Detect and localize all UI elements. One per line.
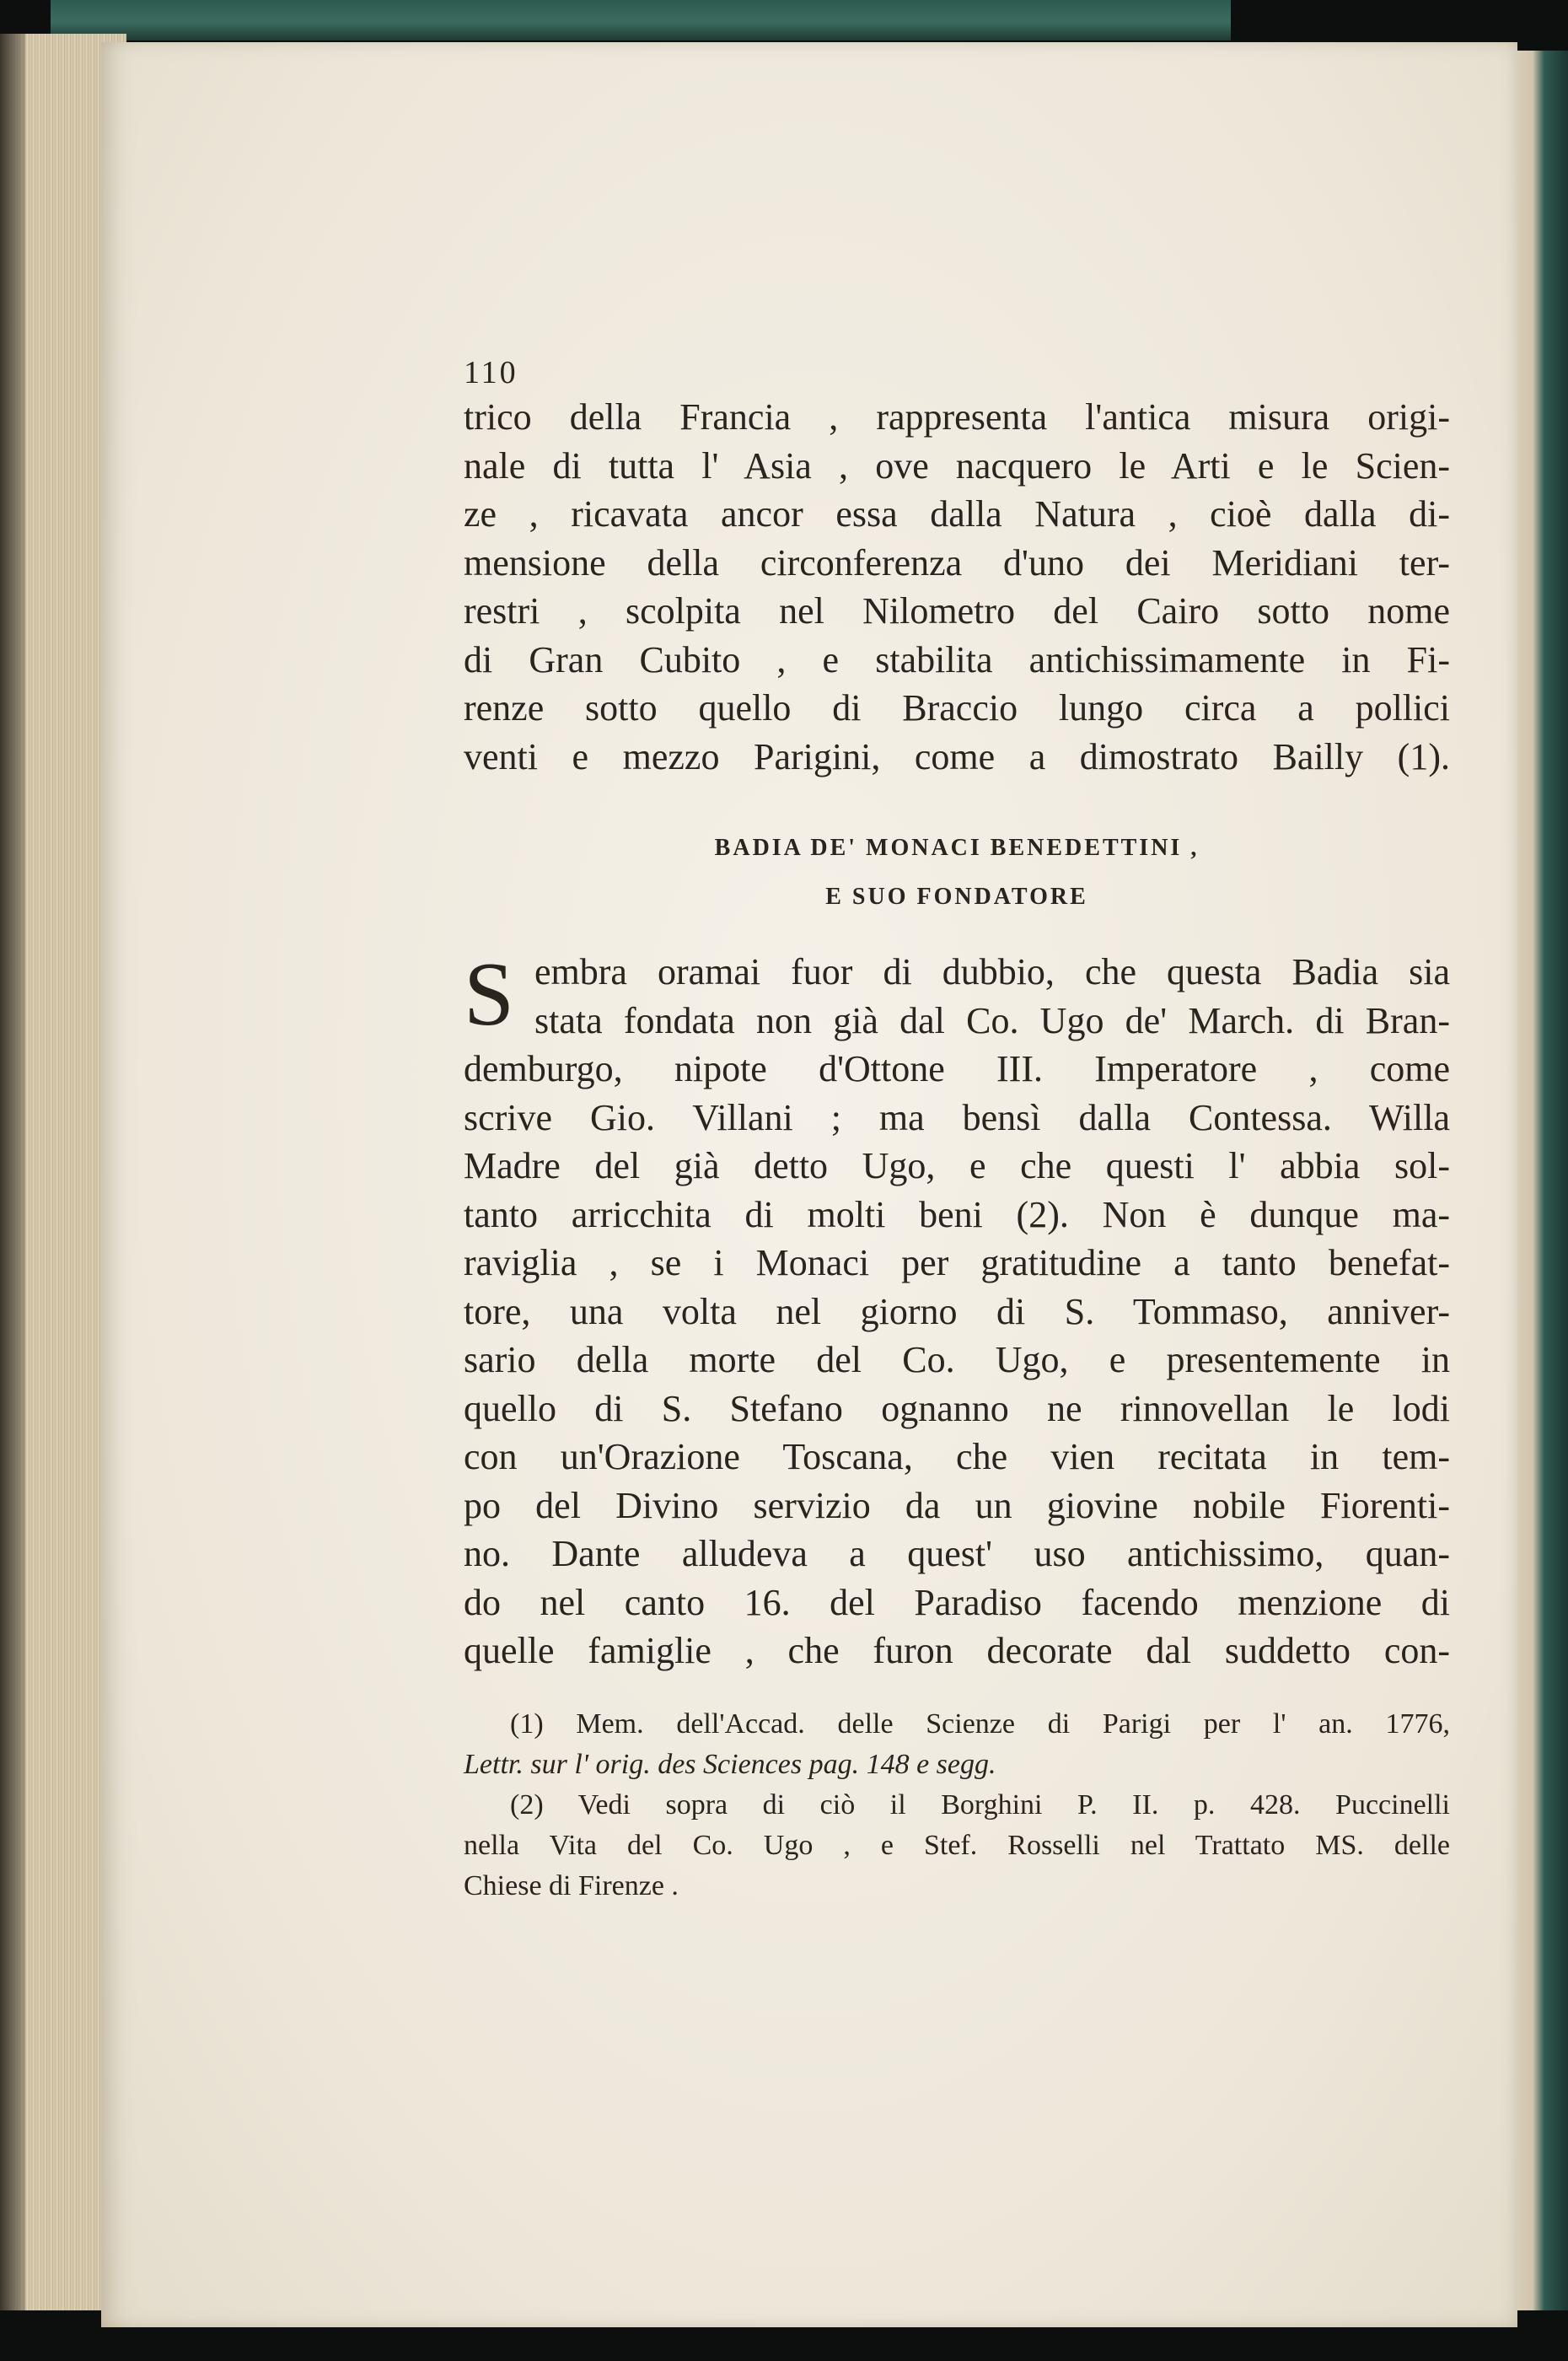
text-line: quello di S. Stefano ognanno ne rinnovellan le lodi bbox=[464, 1387, 1450, 1429]
text-line: demburgo, nipote d'Ottone III. Imperatore , come bbox=[464, 1048, 1450, 1089]
footnote-1-line: (1) Mem. dell'Accad. delle Scienze di Parigi per l' an. 1776, bbox=[510, 1708, 1450, 1740]
text-line: sario della morte del Co. Ugo, e presentemente in bbox=[464, 1339, 1450, 1380]
section-heading-line2: E SUO FONDATORE bbox=[825, 884, 1088, 910]
footnote-2-line: nella Vita del Co. Ugo , e Stef. Rosselli nel Trattato MS. delle bbox=[464, 1829, 1450, 1861]
text-line: Madre del già detto Ugo, e che questi l' abbia sol- bbox=[464, 1145, 1450, 1186]
text-line: quelle famiglie , che furon decorate dal suddetto con- bbox=[464, 1630, 1450, 1671]
text-line: po del Divino servizio da un giovine nobile Fiorenti- bbox=[464, 1484, 1450, 1526]
footnote-2-line: (2) Vedi sopra di ciò il Borghini P. II. p. 428. Puccinelli bbox=[510, 1788, 1450, 1820]
page-text-block bbox=[464, 354, 1450, 1907]
drop-cap: S bbox=[464, 944, 515, 1045]
text-line: do nel canto 16. del Paradiso facendo menzione di bbox=[464, 1581, 1450, 1623]
text-line: scrive Gio. Villani ; ma bensì dalla Contessa. Willa bbox=[464, 1096, 1450, 1138]
footnote-1-line: Lettr. sur l' orig. des Sciences pag. 148 e segg. bbox=[464, 1748, 996, 1780]
book-binding-top bbox=[51, 0, 1231, 40]
book-page bbox=[101, 42, 1517, 2327]
text-line: con un'Orazione Toscana, che vien recitata in tem- bbox=[464, 1436, 1450, 1477]
text-line: restri , scolpita nel Nilometro del Cairo sotto nome bbox=[464, 590, 1450, 632]
text-line: raviglia , se i Monaci per gratitudine a tanto benefat- bbox=[464, 1242, 1450, 1283]
text-line: nale di tutta l' Asia , ove nacquero le Arti e le Scien- bbox=[464, 444, 1450, 487]
text-line: stata fondata non già dal Co. Ugo de' March. di Bran- bbox=[534, 999, 1450, 1041]
text-line: ze , ricavata ancor essa dalla Natura , cioè dalla di- bbox=[464, 493, 1450, 535]
page-edges-shadow bbox=[0, 34, 25, 2310]
footnotes bbox=[464, 1704, 1450, 1907]
text-line: di Gran Cubito , e stabilita antichissimamente in Fi- bbox=[464, 638, 1450, 680]
paragraph-2 bbox=[464, 944, 1450, 1675]
text-line: tore, una volta nel giorno di S. Tommaso, anniver- bbox=[464, 1290, 1450, 1332]
text-line: tanto arricchita di molti beni (2). Non è dunque ma- bbox=[464, 1193, 1450, 1235]
page-number: 110 bbox=[464, 355, 518, 390]
book-binding-right bbox=[1509, 51, 1568, 2310]
footnote-2-line: Chiese di Firenze . bbox=[464, 1869, 679, 1901]
text-line: trico della Francia , rappresenta l'antica misura origi- bbox=[464, 396, 1450, 438]
text-line: venti e mezzo Parigini, come a dimostrato Bailly (1). bbox=[464, 735, 1450, 777]
section-heading-line1: BADIA DE' MONACI BENEDETTINI , bbox=[714, 835, 1200, 861]
text-line: renze sotto quello di Braccio lungo circa a pollici bbox=[464, 687, 1450, 729]
paragraph-1 bbox=[464, 393, 1450, 781]
text-line: embra oramai fuor di dubbio, che questa Badia sia bbox=[534, 951, 1450, 992]
text-line: mensione della circonferenza d'uno dei Meridiani ter- bbox=[464, 541, 1450, 584]
text-line: no. Dante alludeva a quest' uso antichissimo, quan- bbox=[464, 1533, 1450, 1574]
